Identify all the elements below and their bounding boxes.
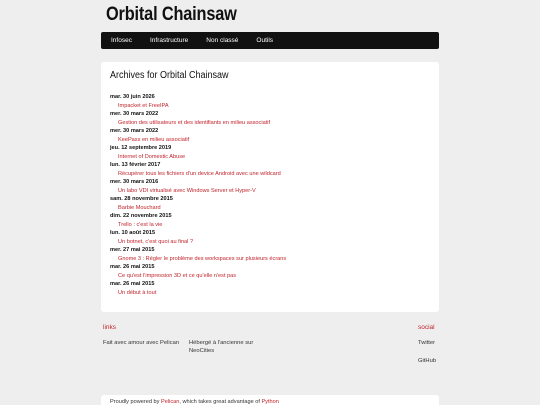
archive-entry-link[interactable]: Gnome 3 : Régler le problème des workspaces sur plusieurs écrans	[118, 255, 287, 262]
archive-entry	[110, 110, 430, 127]
archives-list	[110, 93, 430, 297]
powered-by-bar	[101, 395, 439, 405]
archive-entry	[110, 229, 430, 246]
archive-entry-date: jeu. 12 septembre 2019	[110, 145, 172, 151]
archive-entry-date: mer. 30 mars 2022	[110, 111, 159, 117]
archive-entry-link[interactable]: Gestion des utilisateurs et des identifiants en milieu associatif	[118, 119, 271, 126]
archive-entry	[110, 144, 430, 161]
archive-entry-date: mar. 26 mai 2015	[110, 264, 155, 270]
archive-entry-link[interactable]: Un labo VDI virtualisé avec Windows Server et Hyper-V	[118, 187, 256, 194]
archive-entry-link[interactable]: Récupérer tous les fichiers d'un device Android avec une wildcard	[118, 170, 281, 177]
archive-entry	[110, 280, 430, 297]
nav-item-infosec[interactable]: Infosec	[111, 37, 132, 44]
archive-entry-date: lun. 13 février 2017	[110, 162, 161, 168]
pelican-link[interactable]: Pelican	[161, 399, 180, 405]
archive-entry-date: mer. 30 mars 2022	[110, 128, 159, 134]
archives-heading: Archives for Orbital Chainsaw	[110, 70, 229, 81]
archive-entry-link[interactable]: Impacket et FreeIPA	[118, 102, 169, 109]
nav-item-outils[interactable]: Outils	[256, 37, 274, 44]
nav-item-infrastructure[interactable]: Infrastructure	[149, 37, 189, 44]
archive-entry-date: dim. 22 novembre 2015	[110, 213, 172, 219]
archive-entry-date: sam. 28 novembre 2015	[110, 196, 173, 202]
archive-entry	[110, 161, 430, 178]
footer-made-with: Fait avec amour avec Pelican	[103, 340, 180, 346]
archive-entry-link[interactable]: Barbie Mouchard	[118, 204, 161, 211]
powered-mid: , which takes great advantage of	[179, 399, 262, 405]
archive-entry	[110, 263, 430, 280]
archive-entry-date: lun. 10 août 2015	[110, 230, 156, 236]
archive-entry-link[interactable]: Ce qu'est l'impression 3D et ce qu'elle n'est pas	[118, 272, 237, 279]
social-link-github[interactable]: GitHub	[418, 358, 437, 364]
archive-entry-link[interactable]: Trello : c'est la vie	[118, 221, 163, 228]
footer-hosted: Hébergé à l'ancienne sur NeoCities	[189, 340, 254, 354]
archive-entry	[110, 246, 430, 263]
archive-entry	[110, 93, 430, 110]
powered-prefix: Proudly powered by	[110, 399, 161, 405]
archive-entry	[110, 127, 430, 144]
archive-entry	[110, 212, 430, 229]
python-link[interactable]: Python	[261, 399, 279, 405]
archive-entry-link[interactable]: Un début à tout	[118, 289, 157, 296]
footer-links-heading: links	[103, 324, 117, 331]
archive-entry	[110, 178, 430, 195]
main-navbar	[101, 32, 439, 49]
archive-entry	[110, 195, 430, 212]
social-link-twitter[interactable]: Twitter	[418, 340, 436, 346]
archive-entry-link[interactable]: KeePass en milieu associatif	[118, 136, 190, 143]
archives-panel	[101, 62, 439, 312]
nav-item-non-classe[interactable]: Non classé	[206, 37, 239, 44]
footer-social-heading: social	[418, 324, 435, 331]
archive-entry-link[interactable]: Internet of Domestic Abuse	[118, 153, 186, 160]
archive-entry-link[interactable]: Un botnet, c'est quoi au final ?	[118, 238, 194, 245]
site-title[interactable]: Orbital Chainsaw	[106, 4, 237, 25]
archive-entry-date: mer. 30 mars 2016	[110, 179, 159, 185]
archive-entry-date: mer. 27 mai 2015	[110, 247, 155, 253]
archive-entry-date: mar. 30 juin 2026	[110, 94, 155, 100]
archive-entry-date: mar. 26 mai 2015	[110, 281, 155, 287]
